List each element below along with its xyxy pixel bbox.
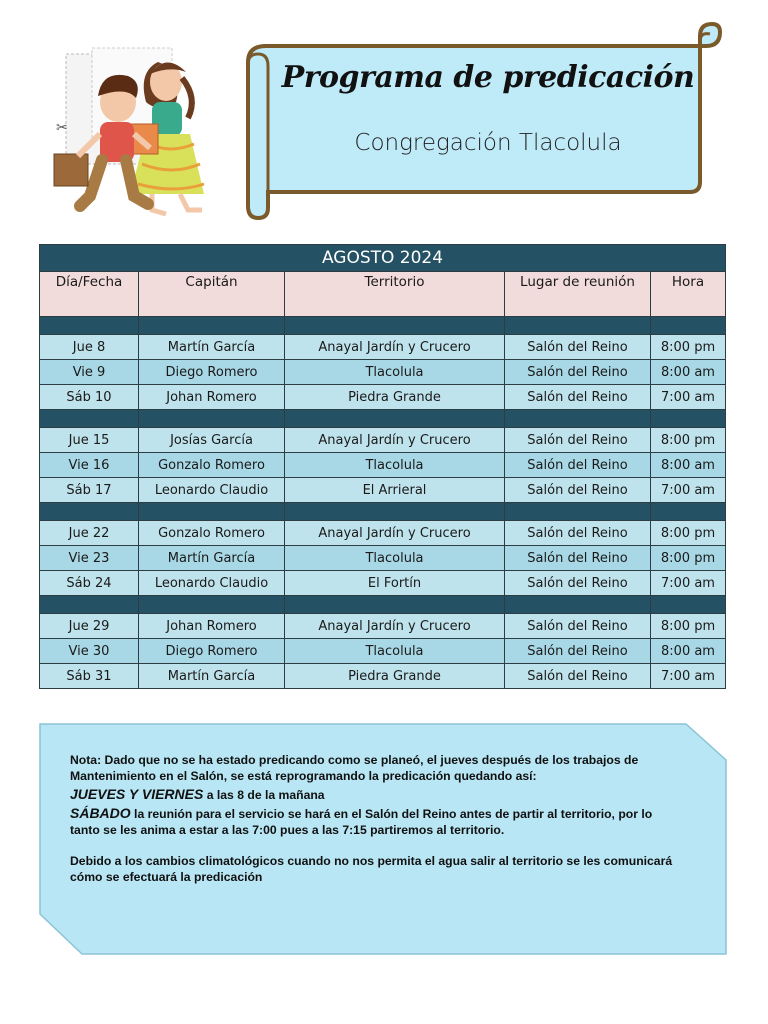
note-line: cómo se efectuará la predicación [70, 870, 263, 884]
date-cell: Jue 8 [40, 335, 139, 360]
table-row [40, 428, 726, 453]
territory-cell: Anayal Jardín y Crucero [285, 428, 505, 453]
date-cell: Jue 29 [40, 614, 139, 639]
separator-cell [505, 596, 651, 614]
territory-cell: Anayal Jardín y Crucero [285, 614, 505, 639]
table-row [40, 385, 726, 410]
territory-cell: Anayal Jardín y Crucero [285, 335, 505, 360]
banner-shape [248, 24, 720, 218]
separator-cell [40, 596, 139, 614]
column-header-row [40, 272, 726, 317]
meeting-place-cell: Salón del Reino [505, 453, 651, 478]
separator-cell [40, 317, 139, 335]
captain-cell: Martín García [139, 664, 285, 689]
date-cell: Sáb 17 [40, 478, 139, 503]
week-separator-row [40, 503, 726, 521]
separator-cell [40, 410, 139, 428]
captain-cell: Johan Romero [139, 385, 285, 410]
meeting-place-cell: Salón del Reino [505, 478, 651, 503]
note-text-span: la reunión para el servicio se hará en el Salón del Reino antes de partir al territorio, por lo [130, 807, 653, 821]
separator-cell [285, 503, 505, 521]
time-cell: 7:00 am [651, 385, 726, 410]
separator-cell [651, 503, 726, 521]
territory-cell: Anayal Jardín y Crucero [285, 521, 505, 546]
note-text [70, 752, 698, 885]
meeting-place-cell: Salón del Reino [505, 664, 651, 689]
table-row [40, 664, 726, 689]
meeting-place-cell: Salón del Reino [505, 614, 651, 639]
territory-cell: Piedra Grande [285, 664, 505, 689]
table-row [40, 614, 726, 639]
column-header: Día/Fecha [40, 272, 139, 317]
captain-cell: Leonardo Claudio [139, 571, 285, 596]
meeting-place-cell: Salón del Reino [505, 546, 651, 571]
time-cell: 8:00 am [651, 639, 726, 664]
date-cell: Sáb 31 [40, 664, 139, 689]
time-cell: 7:00 am [651, 571, 726, 596]
time-cell: 8:00 pm [651, 546, 726, 571]
separator-cell [285, 317, 505, 335]
table-row [40, 546, 726, 571]
separator-cell [139, 317, 285, 335]
table-row [40, 639, 726, 664]
scissors-icon: ✂ [56, 120, 68, 136]
time-cell: 7:00 am [651, 478, 726, 503]
children-illustration [46, 44, 232, 220]
column-header: Hora [651, 272, 726, 317]
date-cell: Jue 15 [40, 428, 139, 453]
captain-cell: Gonzalo Romero [139, 521, 285, 546]
separator-cell [651, 410, 726, 428]
captain-cell: Josías García [139, 428, 285, 453]
captain-cell: Gonzalo Romero [139, 453, 285, 478]
table-row [40, 453, 726, 478]
separator-cell [285, 596, 505, 614]
table-row [40, 478, 726, 503]
separator-cell [505, 410, 651, 428]
meeting-place-cell: Salón del Reino [505, 335, 651, 360]
captain-cell: Martín García [139, 335, 285, 360]
table-row [40, 571, 726, 596]
separator-cell [505, 503, 651, 521]
separator-cell [139, 410, 285, 428]
date-cell: Jue 22 [40, 521, 139, 546]
captain-cell: Martín García [139, 546, 285, 571]
territory-cell: Piedra Grande [285, 385, 505, 410]
territory-cell: Tlacolula [285, 639, 505, 664]
separator-cell [651, 596, 726, 614]
territory-cell: El Fortín [285, 571, 505, 596]
separator-cell [139, 503, 285, 521]
table-row [40, 360, 726, 385]
column-header: Lugar de reunión [505, 272, 651, 317]
captain-cell: Leonardo Claudio [139, 478, 285, 503]
separator-cell [505, 317, 651, 335]
time-cell: 7:00 am [651, 664, 726, 689]
territory-cell: Tlacolula [285, 360, 505, 385]
date-cell: Sáb 24 [40, 571, 139, 596]
meeting-place-cell: Salón del Reino [505, 360, 651, 385]
note-text-span: a las 8 de la mañana [203, 788, 325, 802]
territory-cell: Tlacolula [285, 546, 505, 571]
meeting-place-cell: Salón del Reino [505, 521, 651, 546]
captain-cell: Diego Romero [139, 360, 285, 385]
scroll-banner [238, 22, 728, 222]
note-highlight: JUEVES Y VIERNES [70, 786, 204, 802]
schedule-table [39, 244, 726, 689]
note-line [70, 786, 698, 803]
table-row [40, 521, 726, 546]
note-highlight: SÁBADO [70, 805, 131, 821]
date-cell: Vie 9 [40, 360, 139, 385]
note-line: Mantenimiento en el Salón, se está reprogramando la predicación quedando así: [70, 769, 537, 783]
meeting-place-cell: Salón del Reino [505, 639, 651, 664]
week-separator-row [40, 410, 726, 428]
column-header: Capitán [139, 272, 285, 317]
captain-cell: Johan Romero [139, 614, 285, 639]
congregation-name: Congregación Tlacolula [354, 130, 622, 156]
meeting-place-cell: Salón del Reino [505, 571, 651, 596]
month-label: AGOSTO 2024 [40, 245, 726, 272]
separator-cell [139, 596, 285, 614]
territory-cell: El Arrieral [285, 478, 505, 503]
table-row [40, 335, 726, 360]
time-cell: 8:00 pm [651, 521, 726, 546]
meeting-place-cell: Salón del Reino [505, 428, 651, 453]
separator-cell [651, 317, 726, 335]
date-cell: Vie 30 [40, 639, 139, 664]
column-header: Territorio [285, 272, 505, 317]
time-cell: 8:00 am [651, 453, 726, 478]
separator-cell [285, 410, 505, 428]
time-cell: 8:00 pm [651, 428, 726, 453]
separator-cell [40, 503, 139, 521]
note-line: tanto se les anima a estar a las 7:00 pues a las 7:15 partiremos al territorio. [70, 823, 505, 837]
date-cell: Sáb 10 [40, 385, 139, 410]
captain-cell: Diego Romero [139, 639, 285, 664]
date-cell: Vie 23 [40, 546, 139, 571]
time-cell: 8:00 pm [651, 335, 726, 360]
note-line [70, 805, 698, 822]
territory-cell: Tlacolula [285, 453, 505, 478]
meeting-place-cell: Salón del Reino [505, 385, 651, 410]
time-cell: 8:00 pm [651, 614, 726, 639]
week-separator-row [40, 596, 726, 614]
time-cell: 8:00 am [651, 360, 726, 385]
page-title: Programa de predicación [281, 60, 695, 95]
week-separator-row [40, 317, 726, 335]
month-header-row [40, 245, 726, 272]
note-line: Nota: Dado que no se ha estado predicando como se planeó, el jueves después de los trabajos de [70, 753, 639, 767]
date-cell: Vie 16 [40, 453, 139, 478]
note-line: Debido a los cambios climatológicos cuando no nos permita el agua salir al territorio se les comunicará [70, 854, 673, 868]
